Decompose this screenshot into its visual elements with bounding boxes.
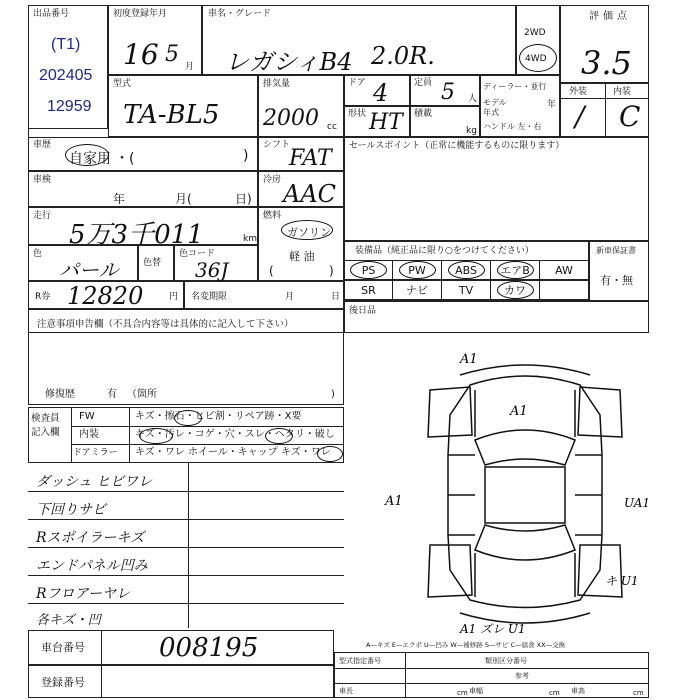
car-diagram: [380, 345, 670, 645]
equipment-cell: AW: [540, 260, 589, 280]
mileage-label: 走行: [33, 211, 52, 221]
repair-close: ): [331, 389, 335, 400]
checker-box: [28, 407, 344, 463]
capacity-box: [410, 75, 480, 106]
fuel-value: ガソリン: [287, 226, 331, 239]
notes-line-2: [28, 519, 344, 520]
grades-divider: [605, 84, 606, 137]
sales-point-box: [344, 137, 649, 241]
registration-label: 登録番号: [41, 676, 85, 689]
new-warranty-label: 新車保証書: [596, 246, 636, 255]
doors-value: 4: [373, 79, 389, 107]
aircon-value: AAC: [283, 180, 337, 208]
equipment-cell: カワ: [491, 280, 540, 300]
load-unit: kg: [466, 126, 477, 136]
notes-list: [28, 463, 344, 628]
checker-fw-head: FW: [79, 411, 95, 422]
checker-mirror-body: キズ・ワレ ホイール・キャップ キズ・ワレ: [135, 447, 331, 458]
footer-unit-3: cm: [633, 689, 644, 697]
history-value: 自家用: [69, 151, 111, 167]
lot-line1: (T1): [51, 36, 81, 53]
new-warranty-box: [589, 241, 649, 301]
shaken-label: 車検: [33, 175, 52, 185]
equipment-cell: TV: [442, 280, 491, 300]
checker-label-2: 記入欄: [31, 427, 60, 438]
footer-e: 車幅: [469, 687, 483, 695]
body-shape-value: HT: [369, 110, 403, 135]
lot-label: 出品番号: [33, 9, 70, 19]
note-4: エンドパネル凹み: [36, 558, 148, 574]
history-label: 車歴: [33, 140, 52, 150]
capacity-unit: 人: [468, 94, 478, 104]
mileage-value: 5万3千011: [69, 220, 204, 250]
color-change-box: [138, 245, 174, 281]
chassis-value: 008195: [159, 633, 259, 663]
equipment-cell: SR: [344, 280, 393, 300]
repair-label: 修復歴: [45, 389, 75, 400]
car-name-label: 車名・グレード: [208, 9, 272, 19]
reg-month-value: 5: [165, 42, 179, 67]
import-box: [480, 75, 560, 137]
shaken-day: 日): [235, 192, 252, 206]
capacity-label: 定員: [414, 78, 433, 88]
equipment-circle: [497, 261, 534, 279]
mark-right: UA1: [624, 496, 651, 510]
import-year-unit: 年: [547, 100, 557, 110]
front-bumper: [460, 365, 590, 375]
exterior-value: /: [575, 100, 585, 133]
fuel-box: [258, 207, 344, 281]
recycle-unit: 円: [169, 292, 179, 302]
body-shape-label: 形状: [348, 109, 367, 119]
repair-value: 有: [107, 389, 117, 400]
reg-year-label: 初度登録年月: [113, 9, 168, 19]
history-circle: [65, 144, 109, 166]
fuel-alt: 軽 油: [289, 250, 315, 263]
notes-label: 注意事項申告欄（不具合内容等は具体的に記入して下さい）: [37, 319, 294, 330]
checker-label-1: 検査員: [31, 413, 60, 424]
grades-box: [560, 83, 649, 137]
checker-circle-1: [174, 410, 202, 426]
checker-fw-body: キズ・擦石・ヒビ割・リペア跡・X要: [135, 411, 302, 422]
name-change-month: 月: [285, 292, 295, 302]
checker-circle-3: [265, 428, 293, 444]
footer-divider: [405, 653, 406, 698]
note-1: ダッシュ ヒビワレ: [36, 474, 153, 490]
car-name-value: レガシィB4: [225, 48, 353, 76]
footer-c: 参考: [515, 672, 529, 680]
checker-int-head: 内装: [79, 429, 99, 440]
mark-bottom: A1 ズレ U1: [460, 622, 526, 636]
reg-year-value: 16: [123, 38, 159, 71]
aircon-box: [258, 171, 344, 207]
after-label: 後日品: [349, 306, 377, 316]
shaken-year: 年: [113, 192, 126, 206]
notes-line-5: [28, 603, 344, 604]
color-label: 色: [33, 249, 43, 259]
roof: [485, 467, 565, 523]
color-code-value: 36J: [195, 258, 229, 282]
car-name-box: [202, 5, 516, 75]
chassis-label: 車台番号: [41, 641, 85, 654]
history-box: [28, 137, 258, 171]
load-box: [410, 106, 480, 137]
name-change-label: 名変期限: [191, 292, 228, 302]
color-box: [28, 245, 138, 281]
checker-row-divider-1: [71, 426, 344, 427]
note-6: 各キズ・凹: [36, 613, 101, 628]
exterior-label: 外装: [569, 87, 588, 97]
checker-divider-2: [129, 408, 130, 463]
body-shape-box: [344, 106, 410, 137]
checker-int-body: キズ・汚レ・コゲ・穴・スレ・ヘタリ・破し: [135, 429, 335, 440]
mark-roof: A1: [510, 404, 528, 419]
fuel-paren-open: (: [269, 264, 274, 278]
model-label: 型式: [113, 79, 132, 89]
score-box: [560, 5, 649, 83]
grades-hdivider: [561, 98, 649, 99]
chassis-divider: [101, 631, 102, 665]
mileage-unit: km: [243, 234, 257, 244]
lot-line2: 202405: [39, 67, 93, 84]
rear-window: [475, 525, 575, 560]
checker-mirror-head: ドアミラー: [73, 448, 118, 458]
capacity-value: 5: [441, 80, 455, 105]
load-label: 積載: [414, 109, 433, 119]
model-box: [108, 75, 258, 137]
notes-box: [28, 309, 344, 405]
registration-divider: [101, 666, 102, 698]
equipment-circle: [448, 261, 485, 279]
footer-d: 車長: [339, 687, 353, 695]
equipment-circle: [350, 261, 387, 279]
drive-2wd: 2WD: [524, 28, 546, 38]
equipment-cell: ABS: [442, 260, 491, 280]
import-handle: ハンドル 左・右: [483, 122, 542, 131]
drive-box: [516, 5, 560, 75]
checker-row-divider-2: [71, 444, 344, 445]
equipment-cell: ナビ: [393, 280, 442, 300]
checker-circle-4: [317, 446, 343, 462]
after-box: [344, 301, 649, 333]
chassis-box: [28, 630, 334, 665]
footer-table: [334, 652, 649, 698]
equipment-cell: PW: [393, 260, 442, 280]
name-change-day: 日: [331, 292, 341, 302]
lot-box: [28, 5, 108, 129]
doors-box: [344, 75, 410, 106]
notes-line-4: [28, 575, 344, 576]
equipment-cell: PS: [344, 260, 393, 280]
equipment-circle: [399, 261, 436, 279]
note-3: Rスポイラーキズ: [36, 530, 145, 546]
sales-point-label: セールスポイント（正常に機能するものに限ります）: [349, 141, 565, 151]
equipment-cell: エアB: [491, 260, 540, 280]
footer-line-2: [335, 683, 649, 684]
fuel-label: 燃料: [263, 211, 282, 221]
note-2: 下回りサビ: [36, 502, 106, 518]
color-value: パール: [59, 258, 119, 282]
displacement-label: 排気量: [263, 79, 291, 89]
repair-detail: （箇所: [127, 389, 157, 400]
name-change-box: [184, 281, 344, 309]
aircon-label: 冷房: [263, 175, 282, 185]
score-value: 3.5: [581, 44, 632, 82]
footer-unit-1: cm: [457, 689, 468, 697]
recycle-box: [28, 281, 184, 309]
windshield: [475, 430, 575, 465]
recycle-value: 12820: [67, 282, 144, 310]
history-suffix: ・(: [115, 151, 135, 167]
model-value: TA-BL5: [123, 100, 220, 130]
reg-month-unit: 月: [185, 62, 195, 72]
score-label: 評価点: [589, 11, 631, 22]
import-dealer: ディーラー・並行: [483, 82, 547, 91]
new-warranty-value: 有・無: [600, 274, 633, 287]
checker-divider: [71, 408, 72, 463]
notes-line-3: [28, 547, 344, 548]
mark-rear-right: キ U1: [605, 574, 639, 588]
notes-line-1: [28, 491, 344, 492]
import-model-year: モデル年式: [483, 98, 507, 117]
shaken-box: [28, 171, 258, 207]
footer-line-1: [335, 668, 649, 669]
checker-circle-2: [139, 428, 173, 444]
color-change-label: 色替: [143, 258, 162, 268]
footer-unit-2: cm: [549, 689, 560, 697]
displacement-unit: cc: [327, 122, 337, 132]
equipment-label: 装備品（純正品に限り○をつけてください）: [355, 246, 534, 256]
drive-4wd: 4WD: [525, 54, 547, 64]
shift-box: [258, 137, 344, 171]
interior-value: C: [619, 100, 641, 133]
note-5: Rフロアーヤレ: [36, 586, 130, 602]
color-code-label: 色コード: [179, 249, 216, 259]
lot-line3: 12959: [47, 98, 92, 115]
shift-value: FAT: [289, 146, 332, 171]
shift-label: シフト: [263, 140, 291, 150]
footer-a: 型式指定番号: [339, 657, 381, 665]
reg-year-box: [108, 5, 202, 75]
color-code-box: [174, 245, 258, 281]
mileage-box: [28, 207, 258, 250]
equipment-circle: [497, 281, 534, 299]
registration-box: [28, 665, 334, 698]
history-close: ): [243, 148, 249, 164]
equipment-cell: [540, 280, 589, 300]
doors-label: ドア: [348, 78, 366, 88]
legend: A—キズ E—エクボ U—凹み W—補修跡 S—サビ C—腐食 XX—交換: [366, 641, 566, 649]
footer-b: 類別区分番号: [485, 657, 527, 665]
displacement-box: [258, 75, 344, 137]
interior-label: 内装: [613, 87, 632, 97]
recycle-label: R券: [35, 292, 51, 302]
shaken-month: 月(: [175, 192, 192, 206]
fuel-paren-close: ): [329, 264, 334, 278]
drive-4wd-circle: [519, 44, 557, 72]
footer-f: 車高: [571, 687, 585, 695]
car-grade-value: 2.0R.: [371, 42, 435, 70]
mark-top: A1: [460, 352, 478, 367]
equipment-grid: [344, 260, 589, 301]
displacement-value: 2000: [263, 106, 319, 131]
mark-left: A1: [385, 494, 403, 509]
fuel-circle: [281, 220, 333, 240]
